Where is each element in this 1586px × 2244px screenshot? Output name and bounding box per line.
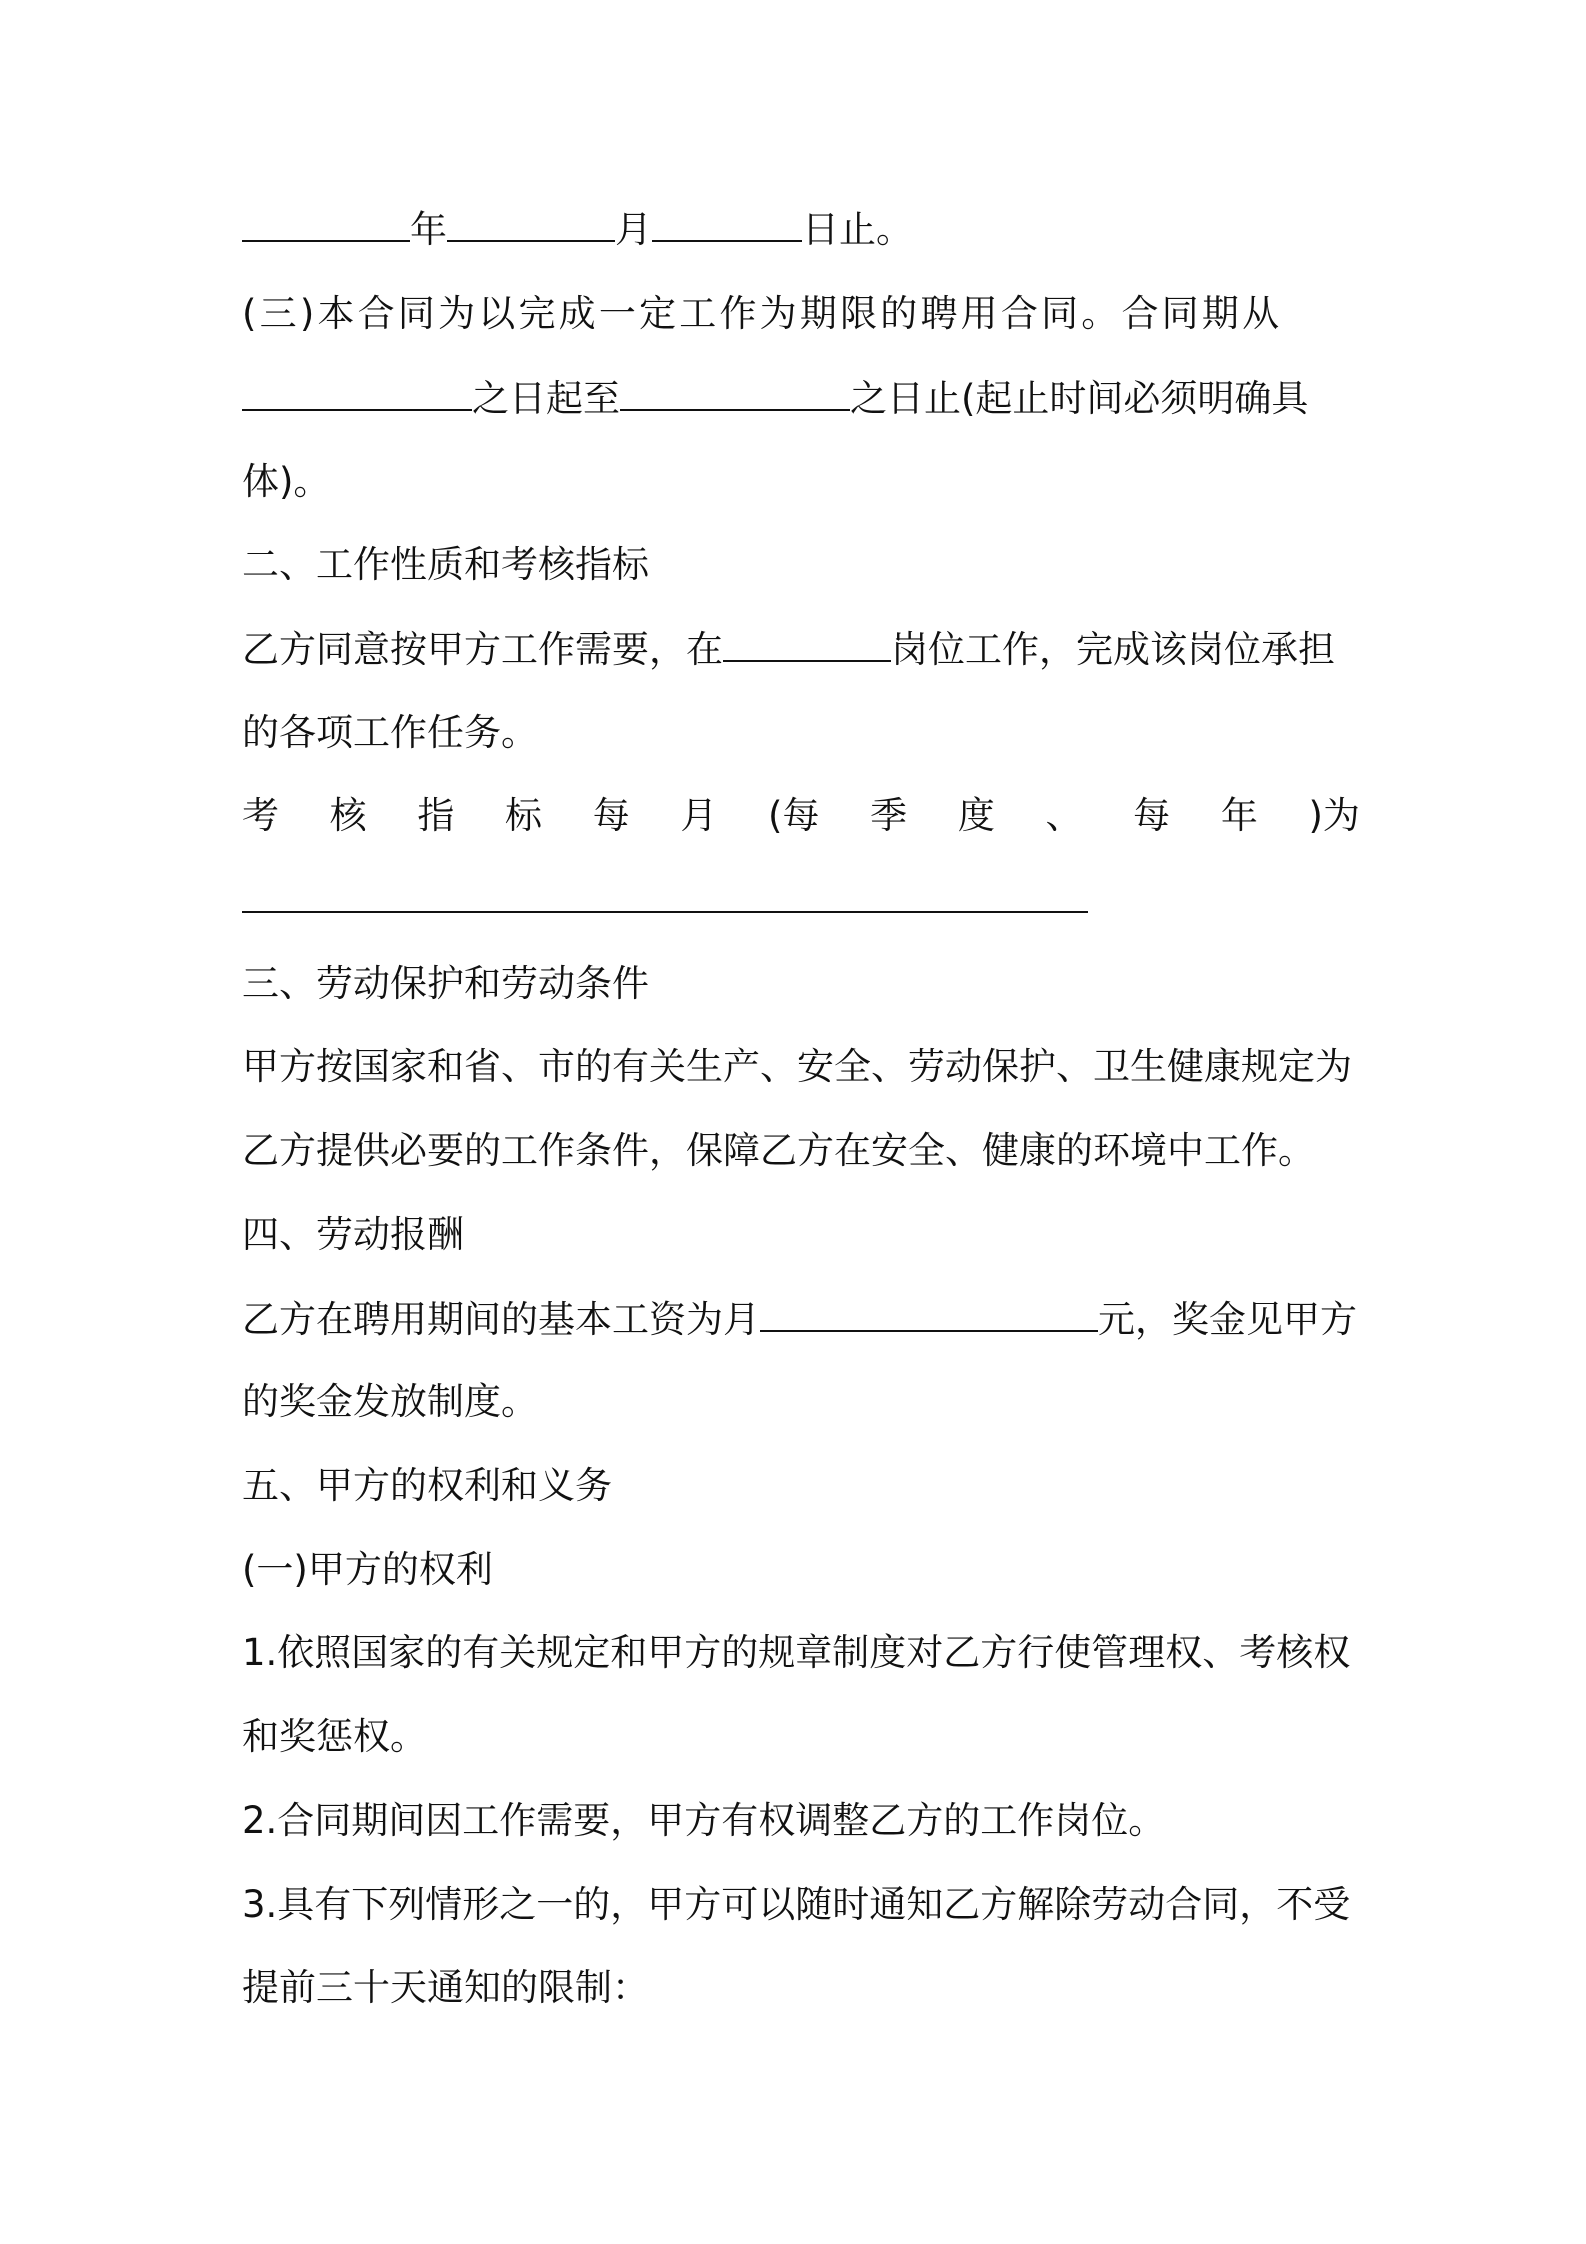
subsection-heading: (一)甲方的权利: [242, 1548, 493, 1591]
list-item: 2.合同期间因工作需要，甲方有权调整乙方的工作岗位。: [242, 1799, 1166, 1842]
paragraph-text: 的奖金发放制度。: [242, 1380, 538, 1423]
end-label: 之日止(起止时间必须明确具: [850, 377, 1309, 420]
position-blank[interactable]: [723, 624, 891, 662]
day-end-label: 日止。: [802, 208, 913, 251]
paragraph-text: 的各项工作任务。: [242, 711, 538, 754]
contract-term-clause: (三)本合同为以完成一定工作为期限的聘用合同。合同期从: [242, 292, 1283, 335]
assessment-char: 度: [957, 794, 995, 837]
assessment-char: 标: [505, 794, 543, 837]
year-blank[interactable]: [242, 204, 410, 242]
assessment-blank[interactable]: [242, 875, 1088, 913]
start-label: 之日起至: [472, 377, 620, 420]
list-item: 1.依照国家的有关规定和甲方的规章制度对乙方行使管理权、考核权: [242, 1631, 1351, 1674]
salary-label: 乙方在聘用期间的基本工资为月: [242, 1298, 760, 1341]
position-clause: [242, 624, 1360, 674]
assessment-line: [242, 791, 1360, 841]
assessment-char: (每: [768, 794, 820, 837]
month-label: 月: [615, 208, 652, 251]
start-date-blank[interactable]: [242, 373, 472, 411]
list-item: 3.具有下列情形之一的，甲方可以随时通知乙方解除劳动合同，不受: [242, 1883, 1351, 1926]
contract-period-line: [242, 373, 1360, 423]
day-blank[interactable]: [652, 204, 802, 242]
salary-blank[interactable]: [760, 1294, 1098, 1332]
list-item-continuation: 和奖惩权。: [242, 1715, 427, 1758]
year-label: 年: [410, 208, 447, 251]
position-label: 乙方同意按甲方工作需要，在: [242, 628, 723, 671]
section-heading: 四、劳动报酬: [242, 1213, 464, 1256]
paragraph-text: 乙方提供必要的工作条件，保障乙方在安全、健康的环境中工作。: [242, 1129, 1315, 1172]
end-date-blank[interactable]: [620, 373, 850, 411]
assessment-char: 核: [329, 794, 367, 837]
assessment-char: )为: [1308, 794, 1360, 837]
paragraph-text: 体)。: [242, 460, 331, 503]
assessment-char: 季: [870, 794, 908, 837]
assessment-char: 考: [242, 794, 279, 837]
position-label-end: 岗位工作，完成该岗位承担: [891, 628, 1335, 671]
salary-label-end: 元，奖金见甲方: [1098, 1298, 1357, 1341]
assessment-char: 每: [1133, 794, 1171, 837]
assessment-blank-line: [242, 875, 1360, 925]
paragraph-text: 甲方按国家和省、市的有关生产、安全、劳动保护、卫生健康规定为: [242, 1045, 1352, 1088]
section-heading: 五、甲方的权利和义务: [242, 1464, 612, 1507]
assessment-char: 年: [1220, 794, 1258, 837]
list-item-continuation: 提前三十天通知的限制：: [242, 1966, 649, 2009]
assessment-char: 每: [592, 794, 630, 837]
salary-clause: [242, 1294, 1360, 1344]
assessment-char: 月: [680, 794, 718, 837]
assessment-char: 、: [1045, 794, 1083, 837]
section-heading: 二、工作性质和考核指标: [242, 543, 649, 586]
month-blank[interactable]: [447, 204, 615, 242]
assessment-char: 指: [417, 794, 455, 837]
date-end-line: [242, 204, 1360, 254]
section-heading: 三、劳动保护和劳动条件: [242, 962, 649, 1005]
